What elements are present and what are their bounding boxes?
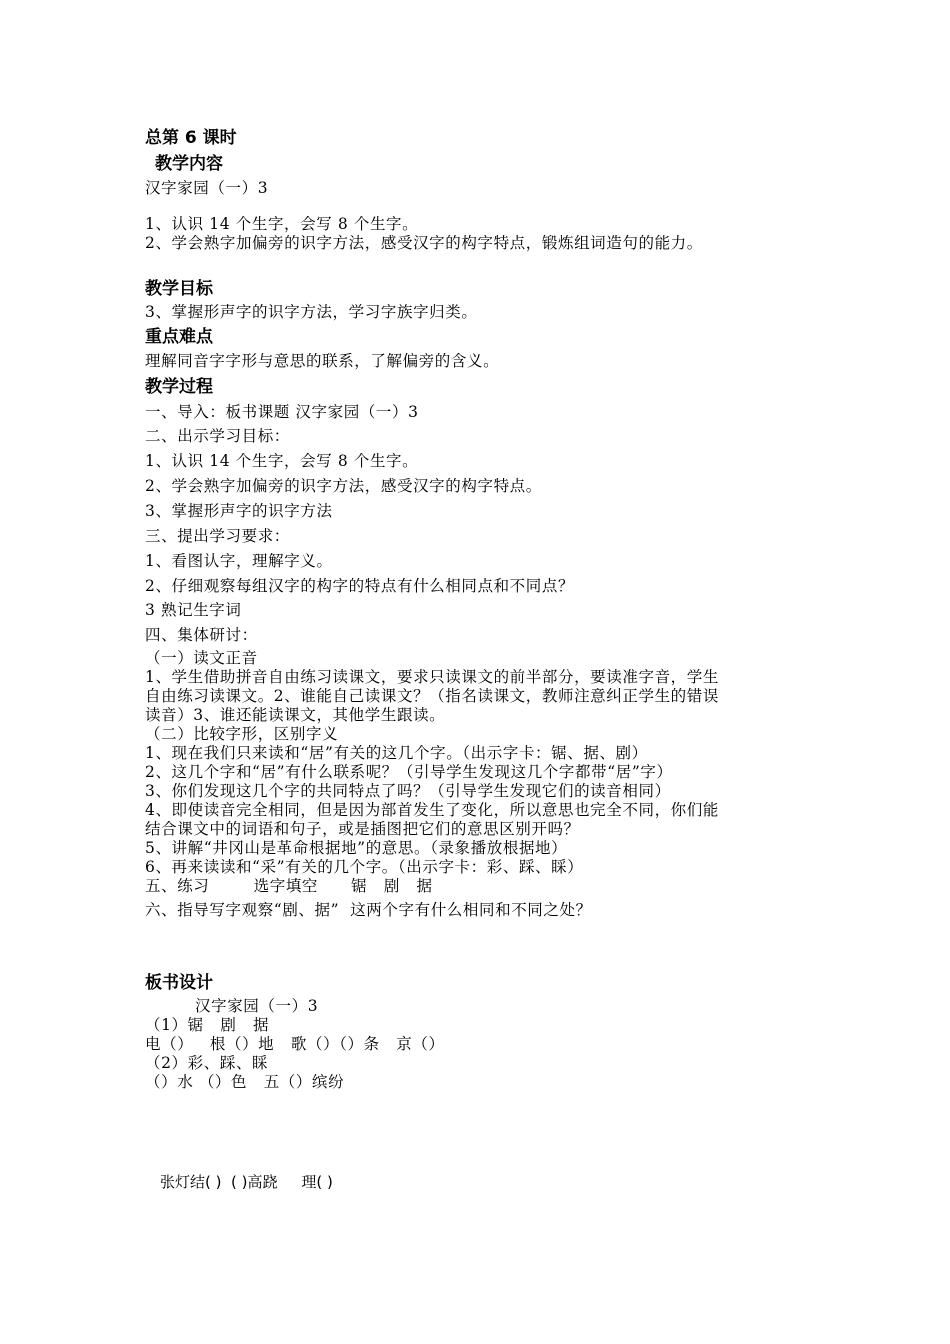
key-points-text: 理解同音字字形与意思的联系，了解偏旁的含义。 xyxy=(145,352,500,370)
process-line: 三、提出学习要求： xyxy=(145,527,290,545)
process-heading: 教学过程 xyxy=(145,377,213,397)
process-line: 2、学会熟字加偏旁的识字方法，感受汉字的构字特点。 xyxy=(145,477,542,495)
process-line: （二）比较字形，区别字义 xyxy=(145,725,339,743)
content-title: 汉字家园（一）3 xyxy=(145,179,269,197)
process-line: 一、导入：板书课题 汉字家园（一）3 xyxy=(145,403,419,421)
process-line: 1、认识 14 个生字，会写 8 个生字。 xyxy=(145,452,419,470)
board-heading: 板书设计 xyxy=(145,973,213,993)
process-line: 1、现在我们只来读和“居”有关的这几个字。（出示字卡：锯、据、剧） xyxy=(145,744,648,762)
board-line: （1）锯 剧 据 xyxy=(145,1016,270,1034)
process-line: 3 熟记生字词 xyxy=(145,601,242,619)
content-heading: 教学内容 xyxy=(155,154,223,174)
process-line: 结合课文中的词语和句子，或是插图把它们的意思区别开吗？ xyxy=(145,820,580,838)
process-line: 五、练习 选字填空 锯 剧 据 xyxy=(145,877,433,895)
process-line: 2、仔细观察每组汉字的构字的特点有什么相同点和不同点？ xyxy=(145,577,575,595)
board-line: （2）彩、踩、睬 xyxy=(145,1054,269,1072)
process-line: 二、出示学习目标： xyxy=(145,427,290,445)
key-points-heading: 重点难点 xyxy=(145,327,213,347)
content-item: 2、学会熟字加偏旁的识字方法，感受汉字的构字特点，锻炼组词造句的能力。 xyxy=(145,234,703,252)
process-line: 读音）3、谁还能读课文，其他学生跟读。 xyxy=(145,706,446,724)
process-line: 1、学生借助拼音自由练习读课文，要求只读课文的前半部分，要读准字音，学生 xyxy=(145,668,719,686)
process-line: 6、再来读读和“采”有关的几个字。（出示字卡：彩、踩、睬） xyxy=(145,858,584,876)
process-line: 4、即使读音完全相同，但是因为部首发生了变化，所以意思也完全不同，你们能 xyxy=(145,801,719,819)
board-line: （）水 （）色 五（）缤纷 xyxy=(145,1073,345,1091)
process-line: 3、掌握形声字的识字方法 xyxy=(145,502,333,520)
goals-heading: 教学目标 xyxy=(145,279,213,299)
board-line: 汉字家园（一）3 xyxy=(195,997,319,1015)
process-line: 六、指导写字观察“剧、据” 这两个字有什么相同和不同之处？ xyxy=(145,901,592,919)
goals-item: 3、掌握形声字的识字方法，学习字族字归类。 xyxy=(145,303,478,321)
process-line: （一）读文正音 xyxy=(145,649,258,667)
process-line: 5、讲解“井冈山是革命根据地”的意思。（录象播放根据地） xyxy=(145,839,568,857)
lesson-number: 总第 6 课时 xyxy=(145,128,237,148)
process-line: 1、看图认字，理解字义。 xyxy=(145,552,333,570)
board-line: 电（） 根（）地 歌（）（）条 京（） xyxy=(145,1035,445,1053)
process-line: 3、你们发现这几个字的共同特点了吗？（引导学生发现它们的读音相同） xyxy=(145,782,671,800)
process-line: 四、集体研讨： xyxy=(145,626,258,644)
process-line: 自由练习读课文。2、谁能自己读课文？（指名读课文，教师注意纠正学生的错误 xyxy=(145,687,719,705)
process-line: 2、这几个字和“居”有什么联系呢？（引导学生发现这几个字都带“居”字） xyxy=(145,763,673,781)
content-item: 1、认识 14 个生字，会写 8 个生字。 xyxy=(145,215,419,233)
board-extra: 张灯结( ) ( )高跷 理( ) xyxy=(160,1173,333,1191)
